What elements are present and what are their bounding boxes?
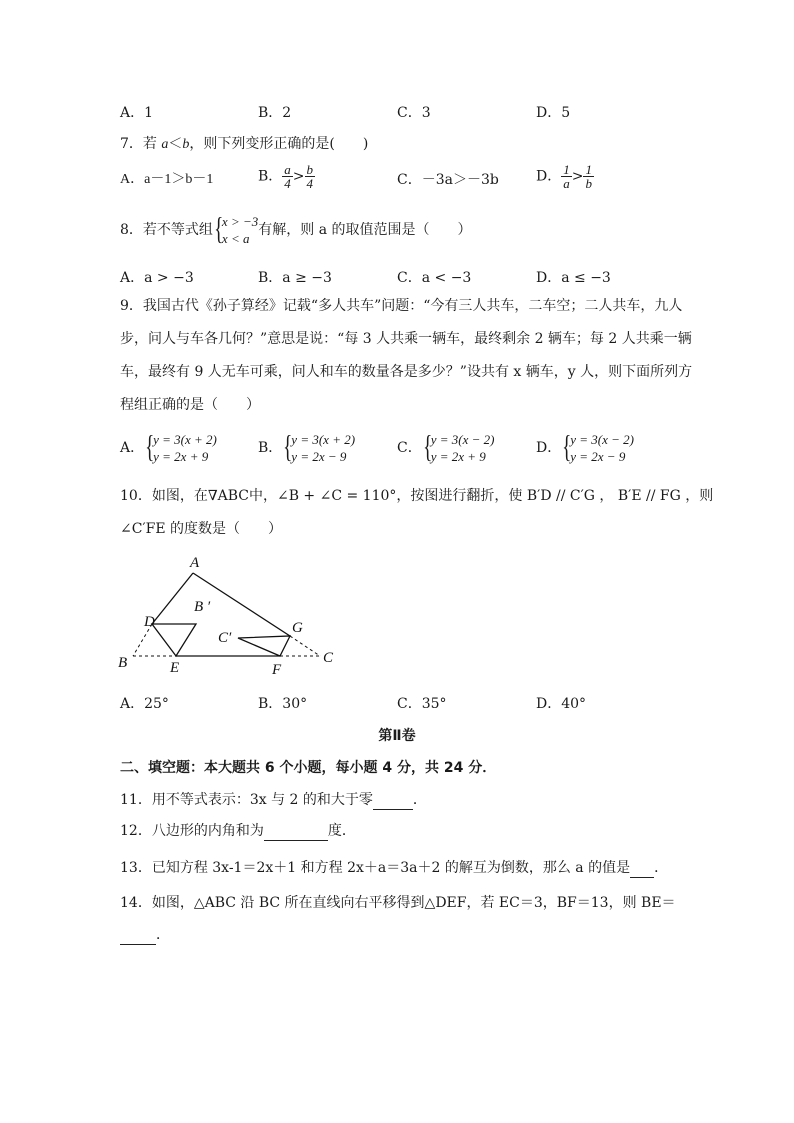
q14-line-1: 14．如图，△ABC 沿 BC 所在直线向右平移得到△DEF，若 EC＝3，BF＝13，则 BE＝ <box>120 895 676 911</box>
q8-option-a: A．a > −3 <box>120 270 194 286</box>
q8-option-b: B．a ≥ −3 <box>258 270 332 286</box>
q11-answer-blank[interactable] <box>373 795 413 810</box>
folded-triangle-b <box>152 624 196 656</box>
label-a: A <box>190 555 200 571</box>
dashed-gc <box>290 636 320 656</box>
q7-option-a: A．a－1＞b－1 <box>120 172 214 187</box>
label-b: B <box>118 655 128 671</box>
folded-triangle-c <box>238 636 290 656</box>
q10-triangle-figure <box>110 548 350 683</box>
q9-line-4: 程组正确的是（ ） <box>120 397 260 413</box>
q10-option-d: D．40° <box>536 696 587 712</box>
q7-option-c: C．－3a＞－3b <box>397 172 499 188</box>
q8-option-d: D．a ≤ −3 <box>536 270 611 286</box>
q9-line-2: 步，问人与车各几何？”意思是说：“每 3 人共乘一辆车，最终剩余 2 辆车；每 2 人共乘一辆 <box>120 331 692 347</box>
q12-answer-blank[interactable] <box>264 826 328 841</box>
label-d: D <box>144 614 155 630</box>
q11: 11．用不等式表示：3x 与 2 的和大于零 ． <box>120 792 427 808</box>
q7-option-d: D． $\frac{1}{a}$ > $\frac{1}{b}$ <box>536 162 592 191</box>
label-g: G <box>292 620 303 636</box>
part-title: 二、填空题：本大题共 6 个小题，每小题 4 分，共 24 分． <box>120 760 497 776</box>
q12: 12．八边形的内角和为 度． <box>120 823 356 839</box>
q10-line-1: 10．如图，在∇ABC中，∠B + ∠C = 110°，按图进行翻折，使 B′D // C′G ， B′E // FG ，则 <box>120 488 714 504</box>
q10-option-a: A．25° <box>120 696 169 712</box>
q13: 13．已知方程 3x-1＝2x＋1 和方程 2x＋a＝3a＋2 的解互为倒数，那么 a 的值是 ． <box>120 860 669 876</box>
q9-line-1: 9．我国古代《孙子算经》记载“多人共车”问题：“今有三人共车，二车空；二人共车，九人 <box>120 298 683 314</box>
q8-stem: 8．若不等式组 { x > −3 x < a 有解，则 a 的取值范围是（ ） <box>120 210 472 246</box>
q14-answer-blank[interactable] <box>120 930 156 945</box>
label-b-prime: B ′ <box>194 599 211 615</box>
q7-option-b: B． $\frac{a}{4}$ > $\frac{b}{4}$ <box>258 162 314 191</box>
q10-line-2: ∠C′FE 的度数是（ ） <box>120 521 283 537</box>
label-e: E <box>170 660 180 676</box>
q9-option-b: B． { y = 3(x + 2) y = 2x − 9 <box>258 428 356 464</box>
q6-option-d: D．5 <box>536 105 571 121</box>
q10-option-b: B．30° <box>258 696 308 712</box>
q6-option-a: A．1 <box>120 105 154 121</box>
q8-option-c: C．a < −3 <box>397 270 472 286</box>
q6-option-c: C．3 <box>397 105 431 121</box>
q9-option-d: D． { y = 3(x − 2) y = 2x − 9 <box>536 428 634 464</box>
q9-option-c: C． { y = 3(x − 2) y = 2x + 9 <box>397 428 495 464</box>
q9-option-a: A． { y = 3(x + 2) y = 2x + 9 <box>120 428 217 464</box>
q9-line-3: 车，最终有 9 人无车可乘，问人和车的数量各是多少？”设共有 x 辆车，y 人，则下面所列方 <box>120 364 693 380</box>
volume-title: 第Ⅱ卷 <box>378 728 416 744</box>
q13-answer-blank[interactable] <box>630 863 654 878</box>
q8-inequality-system: { x > −3 x < a <box>213 210 259 246</box>
q10-option-c: C．35° <box>397 696 447 712</box>
label-c: C <box>323 650 334 666</box>
label-f: F <box>272 662 282 678</box>
q6-option-b: B．2 <box>258 105 292 121</box>
q7-stem: 7．若 a＜b，则下列变形正确的是( ) <box>120 136 369 152</box>
q14-line-2: ． <box>120 925 170 945</box>
side-ad <box>152 573 193 624</box>
label-c-prime: C′ <box>218 630 232 646</box>
